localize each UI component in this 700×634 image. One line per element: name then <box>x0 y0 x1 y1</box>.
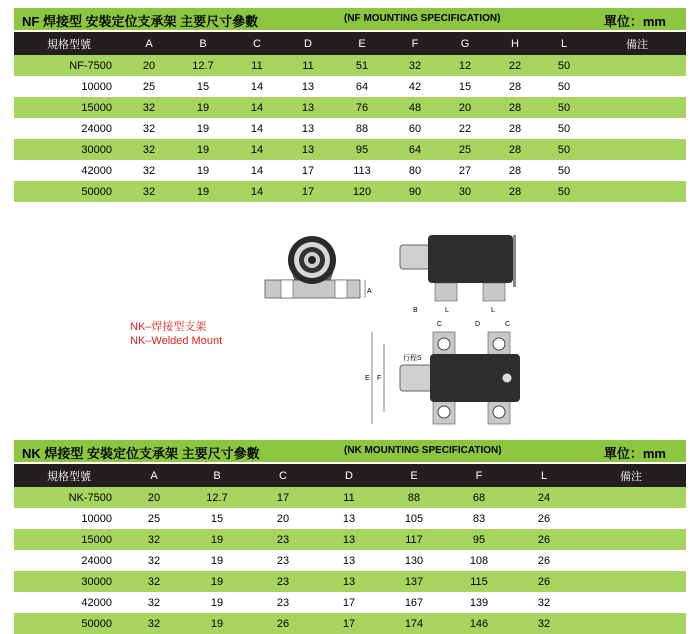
table-cell: 15000 <box>14 529 124 550</box>
table-cell <box>588 181 686 202</box>
dim-c-label-1: C <box>437 321 443 328</box>
dim-f-label: F <box>377 375 382 382</box>
nk-title-cn: NK 焊接型 安裝定位支承架 主要尺寸參數 <box>22 446 260 461</box>
table-cell: 120 <box>334 181 390 202</box>
table-cell: 22 <box>490 55 540 76</box>
table-cell: 32 <box>512 592 576 613</box>
table-cell: 19 <box>174 139 232 160</box>
nk-title-bar <box>14 440 686 462</box>
table-cell: 19 <box>184 592 250 613</box>
table-cell <box>588 118 686 139</box>
table-cell <box>588 139 686 160</box>
table-row <box>14 550 686 571</box>
table-cell <box>576 487 686 508</box>
table-cell: 17 <box>316 613 382 634</box>
nk-header-cell: 備注 <box>576 464 686 487</box>
table-cell: 117 <box>382 529 446 550</box>
table-cell: 30000 <box>14 571 124 592</box>
table-cell <box>576 529 686 550</box>
table-cell: 50000 <box>14 613 124 634</box>
table-cell: 95 <box>334 139 390 160</box>
table-cell: 30 <box>440 181 490 202</box>
table-cell: 14 <box>232 181 282 202</box>
nk-header-cell: D <box>316 464 382 487</box>
nf-header-cell: B <box>174 32 232 55</box>
table-cell: NF-7500 <box>14 55 124 76</box>
table-cell: 23 <box>250 571 316 592</box>
table-cell <box>588 76 686 97</box>
table-cell: 13 <box>282 76 334 97</box>
nf-header-cell: E <box>334 32 390 55</box>
table-cell: 14 <box>232 139 282 160</box>
mount-technical-drawing <box>255 220 555 430</box>
table-cell: 64 <box>390 139 440 160</box>
nf-title-cn: NF 焊接型 安裝定位支承架 主要尺寸參數 <box>22 14 259 29</box>
nk-header-cell: 規格型號 <box>14 464 124 487</box>
table-cell: 105 <box>382 508 446 529</box>
table-row <box>14 139 686 160</box>
table-cell: 13 <box>282 97 334 118</box>
table-cell: 19 <box>174 160 232 181</box>
table-cell: 14 <box>232 97 282 118</box>
table-cell: 32 <box>124 181 174 202</box>
table-cell <box>576 571 686 592</box>
table-cell: 32 <box>512 613 576 634</box>
nk-header-cell: L <box>512 464 576 487</box>
table-cell: 167 <box>382 592 446 613</box>
table-cell: NK-7500 <box>14 487 124 508</box>
table-cell: 50 <box>540 118 588 139</box>
table-cell: 130 <box>382 550 446 571</box>
table-cell <box>588 97 686 118</box>
nf-header-cell: A <box>124 32 174 55</box>
nf-header-cell: F <box>390 32 440 55</box>
top-view <box>365 321 520 424</box>
nf-unit: 單位：mm <box>603 14 666 29</box>
table-cell: 20 <box>124 55 174 76</box>
table-cell: 24000 <box>14 550 124 571</box>
table-cell: 32 <box>124 550 184 571</box>
table-cell: 28 <box>490 97 540 118</box>
table-cell: 25 <box>124 508 184 529</box>
table-cell: 19 <box>174 97 232 118</box>
table-cell: 24 <box>512 487 576 508</box>
nk-spec-table <box>14 464 686 634</box>
table-cell: 11 <box>232 55 282 76</box>
stroke-label: 行程S <box>403 355 422 362</box>
table-cell: 14 <box>232 118 282 139</box>
table-row <box>14 55 686 76</box>
nf-spec-table <box>14 32 686 202</box>
table-row <box>14 571 686 592</box>
table-row <box>14 508 686 529</box>
table-cell: 10000 <box>14 76 124 97</box>
nk-header-cell: B <box>184 464 250 487</box>
table-cell: 19 <box>184 613 250 634</box>
table-cell: 32 <box>124 118 174 139</box>
table-cell: 174 <box>382 613 446 634</box>
front-view <box>265 236 372 298</box>
table-cell: 28 <box>490 181 540 202</box>
mount-label <box>130 320 222 348</box>
table-cell: 139 <box>446 592 512 613</box>
table-row <box>14 76 686 97</box>
nf-header-cell: 規格型號 <box>14 32 124 55</box>
table-cell: 20 <box>250 508 316 529</box>
table-cell: 32 <box>124 529 184 550</box>
table-cell: 68 <box>446 487 512 508</box>
table-cell: 26 <box>512 529 576 550</box>
table-cell: 50 <box>540 97 588 118</box>
nf-header-cell: C <box>232 32 282 55</box>
nf-header-cell: L <box>540 32 588 55</box>
table-row <box>14 613 686 634</box>
table-cell: 32 <box>124 97 174 118</box>
table-row <box>14 487 686 508</box>
dim-l-label-1: L <box>445 307 449 314</box>
table-cell: 113 <box>334 160 390 181</box>
table-cell: 17 <box>250 487 316 508</box>
nk-header-cell: F <box>446 464 512 487</box>
table-cell: 11 <box>282 55 334 76</box>
table-cell: 20 <box>124 487 184 508</box>
nf-header-cell: H <box>490 32 540 55</box>
table-cell: 28 <box>490 139 540 160</box>
table-cell: 50 <box>540 139 588 160</box>
mount-label-en: NK–Welded Mount <box>130 335 223 347</box>
table-cell: 26 <box>512 571 576 592</box>
table-cell: 23 <box>250 592 316 613</box>
nf-header-cell: 備注 <box>588 32 686 55</box>
table-cell: 146 <box>446 613 512 634</box>
table-cell: 48 <box>390 97 440 118</box>
table-cell: 80 <box>390 160 440 181</box>
table-cell: 64 <box>334 76 390 97</box>
table-cell: 50 <box>540 160 588 181</box>
table-cell: 60 <box>390 118 440 139</box>
table-cell: 30000 <box>14 139 124 160</box>
table-cell: 28 <box>490 160 540 181</box>
table-row <box>14 529 686 550</box>
table-cell: 25 <box>124 76 174 97</box>
table-cell: 12.7 <box>184 487 250 508</box>
table-cell: 28 <box>490 118 540 139</box>
table-cell: 32 <box>124 160 174 181</box>
table-cell: 26 <box>512 508 576 529</box>
table-cell: 15 <box>440 76 490 97</box>
table-cell: 17 <box>316 592 382 613</box>
table-cell <box>576 592 686 613</box>
table-cell: 32 <box>390 55 440 76</box>
table-cell: 83 <box>446 508 512 529</box>
table-cell: 88 <box>334 118 390 139</box>
nk-header-cell: C <box>250 464 316 487</box>
table-cell: 115 <box>446 571 512 592</box>
table-cell: 76 <box>334 97 390 118</box>
table-cell: 50 <box>540 181 588 202</box>
table-row <box>14 160 686 181</box>
table-cell: 32 <box>124 571 184 592</box>
table-row <box>14 592 686 613</box>
table-cell: 24000 <box>14 118 124 139</box>
table-cell: 26 <box>512 550 576 571</box>
table-cell: 14 <box>232 76 282 97</box>
table-cell: 10000 <box>14 508 124 529</box>
table-cell: 15 <box>174 76 232 97</box>
table-cell: 27 <box>440 160 490 181</box>
nk-header-cell: A <box>124 464 184 487</box>
table-cell: 12 <box>440 55 490 76</box>
table-cell: 13 <box>316 550 382 571</box>
table-cell: 17 <box>282 160 334 181</box>
table-cell: 19 <box>174 118 232 139</box>
mount-label-cn: NK–焊接型支架 <box>130 321 207 333</box>
nk-unit: 單位：mm <box>603 446 666 461</box>
nf-header-cell: D <box>282 32 334 55</box>
table-cell: 26 <box>250 613 316 634</box>
table-cell: 13 <box>316 571 382 592</box>
table-cell: 32 <box>124 613 184 634</box>
nk-title-en: (NK MOUNTING SPECIFICATION) <box>344 445 502 456</box>
table-cell: 13 <box>316 529 382 550</box>
table-cell: 11 <box>316 487 382 508</box>
table-cell <box>576 550 686 571</box>
table-cell: 88 <box>382 487 446 508</box>
nk-header-cell: E <box>382 464 446 487</box>
nk-header-row <box>14 464 686 487</box>
table-cell: 15 <box>184 508 250 529</box>
table-cell: 17 <box>282 181 334 202</box>
table-cell: 137 <box>382 571 446 592</box>
dim-d-label: D <box>475 321 481 328</box>
nf-title-bar <box>14 8 686 30</box>
table-row <box>14 97 686 118</box>
nf-title-en: (NF MOUNTING SPECIFICATION) <box>344 13 501 24</box>
table-cell: 15000 <box>14 97 124 118</box>
table-cell: 19 <box>184 571 250 592</box>
table-cell: 13 <box>282 139 334 160</box>
table-cell: 19 <box>174 181 232 202</box>
table-cell: 23 <box>250 550 316 571</box>
table-cell: 23 <box>250 529 316 550</box>
table-cell: 28 <box>490 76 540 97</box>
dim-a-label: A <box>367 288 372 295</box>
table-cell: 14 <box>232 160 282 181</box>
dim-e-label: E <box>365 375 370 382</box>
table-cell <box>576 508 686 529</box>
dim-c-label-2: C <box>505 321 511 328</box>
table-cell <box>588 55 686 76</box>
nf-table-body <box>14 55 686 202</box>
table-cell <box>576 613 686 634</box>
table-cell: 50 <box>540 55 588 76</box>
table-cell: 22 <box>440 118 490 139</box>
table-cell: 32 <box>124 592 184 613</box>
nf-header-cell: G <box>440 32 490 55</box>
table-cell: 19 <box>184 550 250 571</box>
table-cell: 13 <box>282 118 334 139</box>
dim-b-label: B <box>413 307 418 314</box>
table-cell: 13 <box>316 508 382 529</box>
table-cell: 25 <box>440 139 490 160</box>
table-cell: 12.7 <box>174 55 232 76</box>
nf-header-row <box>14 32 686 55</box>
table-cell: 32 <box>124 139 174 160</box>
table-cell: 50000 <box>14 181 124 202</box>
dim-l-label-2: L <box>491 307 495 314</box>
table-cell: 50 <box>540 76 588 97</box>
table-cell: 90 <box>390 181 440 202</box>
table-cell: 20 <box>440 97 490 118</box>
table-cell: 42000 <box>14 160 124 181</box>
table-row <box>14 118 686 139</box>
side-view <box>400 235 516 314</box>
nk-table-body <box>14 487 686 634</box>
table-cell: 19 <box>184 529 250 550</box>
table-cell <box>588 160 686 181</box>
table-cell: 51 <box>334 55 390 76</box>
table-cell: 42000 <box>14 592 124 613</box>
table-row <box>14 181 686 202</box>
table-cell: 42 <box>390 76 440 97</box>
table-cell: 95 <box>446 529 512 550</box>
table-cell: 108 <box>446 550 512 571</box>
